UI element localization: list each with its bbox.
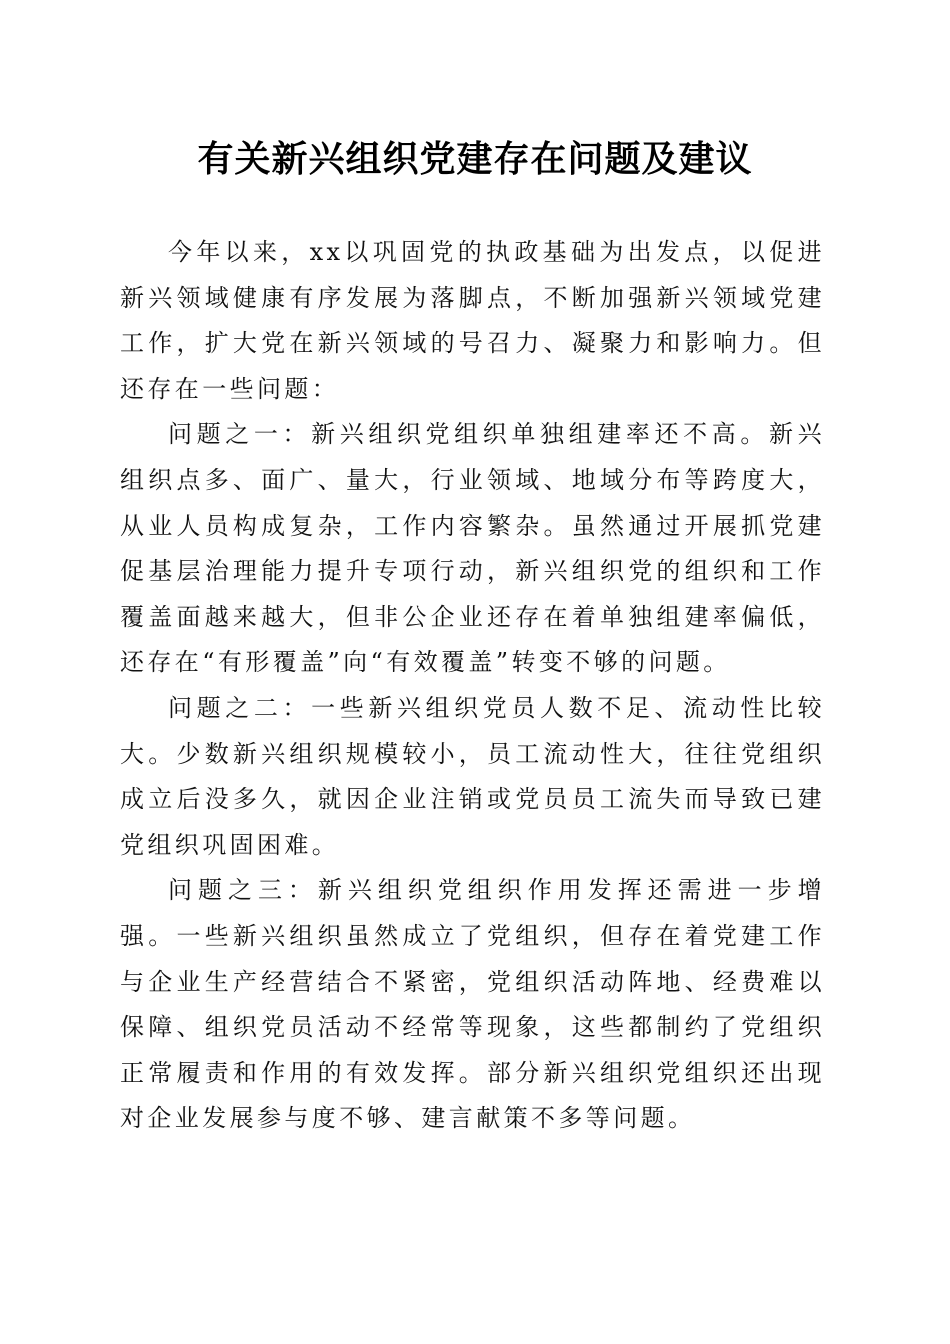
document-body [120, 230, 825, 1142]
paragraph-problem-3: 问题之三：新兴组织党组织作用发挥还需进一步增强。一些新兴组织虽然成立了党组织，但存在着党建工作与企业生产经营结合不紧密，党组织活动阵地、经费难以保障、组织党员活动不经常等现象，这些都制约了党组织正常履责和作用的有效发挥。部分新兴组织党组织还出现对企业发展参与度不够、建言献策不多等问题。 [120, 876, 825, 1133]
document-title: 有关新兴组织党建存在问题及建议 [197, 138, 753, 180]
paragraph-problem-1: 问题之一：新兴组织党组织单独组建率还不高。新兴组织点多、面广、量大，行业领域、地域分布等跨度大，从业人员构成复杂，工作内容繁杂。虽然通过开展抓党建促基层治理能力提升专项行动，新兴组织党的组织和工作覆盖面越来越大，但非公企业还存在着单独组建率偏低，还存在“有形覆盖”向“有效覆盖”转变不够的问题。 [120, 420, 825, 677]
paragraph-problem-2: 问题之二：一些新兴组织党员人数不足、流动性比较大。少数新兴组织规模较小，员工流动性大，往往党组织成立后没多久，就因企业注销或党员员工流失而导致已建党组织巩固困难。 [120, 693, 825, 859]
paragraph-intro: 今年以来，xx以巩固党的执政基础为出发点，以促进新兴领域健康有序发展为落脚点，不断加强新兴领域党建工作，扩大党在新兴领域的号召力、凝聚力和影响力。但还存在一些问题： [120, 238, 825, 403]
